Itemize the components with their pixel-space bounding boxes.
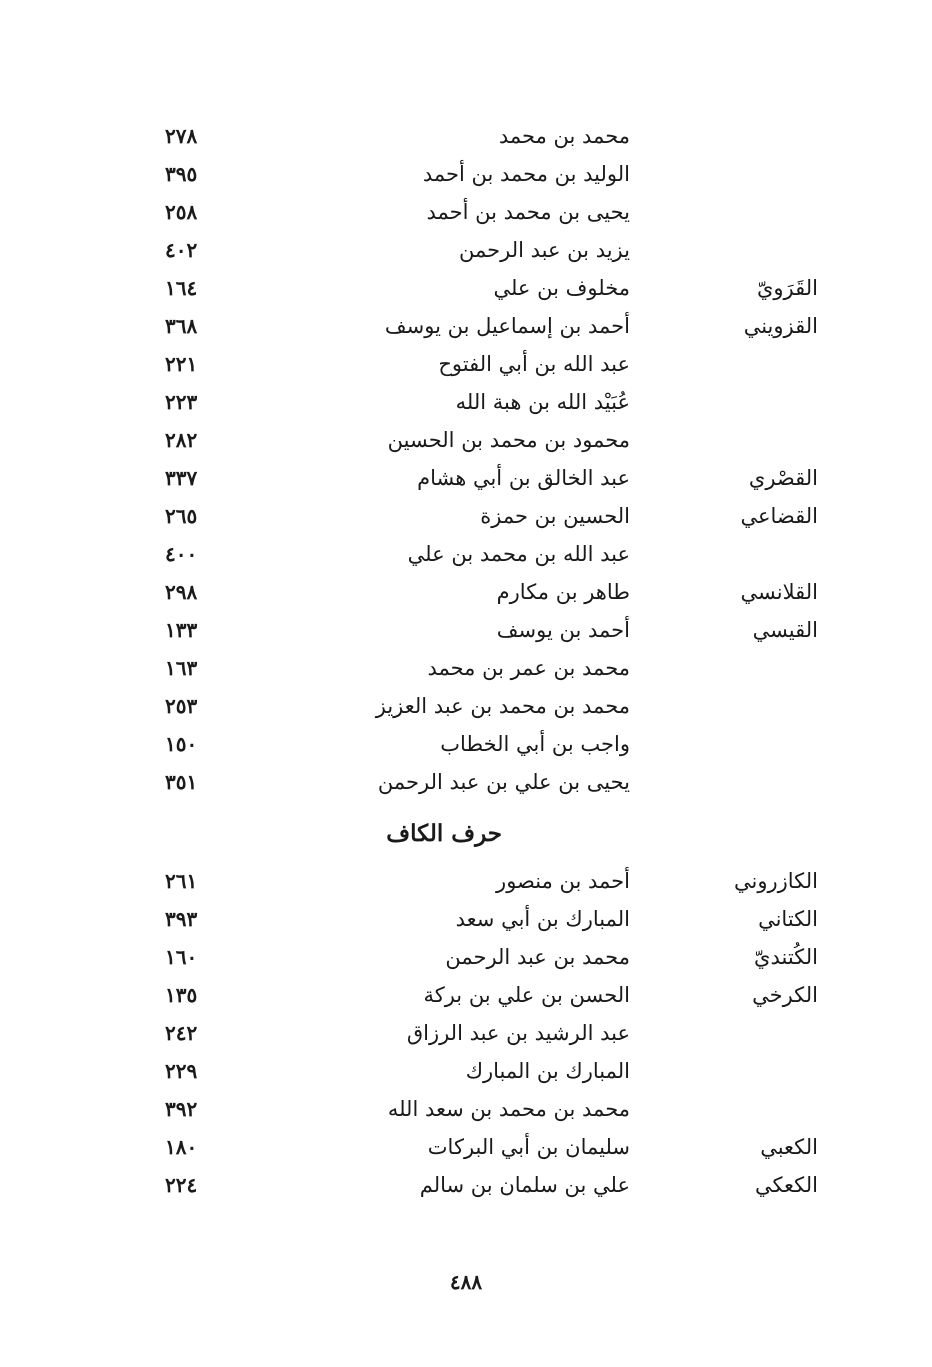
entry-name: محمد بن عمر بن محمد (427, 656, 630, 680)
entry-name: علي بن سلمان بن سالم (419, 1173, 630, 1197)
index-entry (0, 231, 932, 269)
entry-name: عبد الرشيد بن عبد الرزاق (406, 1021, 630, 1045)
entry-name: الحسين بن حمزة (480, 504, 630, 528)
entry-page-number: ٣٥١ (165, 770, 198, 794)
entry-name: الوليد بن محمد بن أحمد (422, 162, 630, 186)
entry-page-number: ١٣٥ (165, 983, 198, 1007)
index-entry (0, 459, 932, 497)
entry-page-number: ٢٦١ (165, 869, 198, 893)
index-entry (0, 1128, 932, 1166)
entry-name: المبارك بن أبي سعد (455, 907, 630, 931)
entry-page-number: ١٨٠ (165, 1135, 198, 1159)
entry-page-number: ٢٥٨ (165, 200, 198, 224)
index-entry (0, 117, 932, 155)
entry-page-number: ١٦٣ (165, 656, 198, 680)
section-title: حرف الكاف (386, 820, 502, 847)
entry-nisba: الكتاني (758, 907, 818, 931)
entry-name: عُبَيْد الله بن هبة الله (455, 390, 630, 414)
index-entry (0, 725, 932, 763)
entry-page-number: ٣٩٥ (165, 162, 198, 186)
entry-page-number: ٢٢٤ (165, 1173, 198, 1197)
entry-name: مخلوف بن علي (493, 276, 630, 300)
index-entry (0, 497, 932, 535)
entry-nisba: القضاعي (740, 504, 818, 528)
entry-page-number: ٣٩٢ (165, 1097, 198, 1121)
entry-nisba: القزويني (743, 314, 818, 338)
index-entry (0, 383, 932, 421)
entry-name: عبد الله بن أبي الفتوح (438, 352, 630, 376)
index-entry (0, 269, 932, 307)
index-entry (0, 1052, 932, 1090)
index-entry (0, 421, 932, 459)
index-entry (0, 862, 932, 900)
index-entry (0, 573, 932, 611)
entry-name: يحيى بن محمد بن أحمد (426, 200, 630, 224)
entry-page-number: ١٦٠ (165, 945, 198, 969)
entry-nisba: الكعبي (760, 1135, 818, 1159)
index-entry (0, 763, 932, 801)
entry-page-number: ٢٧٨ (165, 124, 198, 148)
entry-name: الحسن بن علي بن بركة (423, 983, 630, 1007)
index-entry (0, 1014, 932, 1052)
entry-nisba: القلانسي (740, 580, 818, 604)
index-entry (0, 900, 932, 938)
entry-name: سليمان بن أبي البركات (427, 1135, 630, 1159)
entry-name: طاهر بن مكارم (496, 580, 630, 604)
entry-name: محمد بن عبد الرحمن (445, 945, 630, 969)
entry-name: عبد الله بن محمد بن علي (407, 542, 630, 566)
entry-page-number: ٤٠٠ (165, 542, 198, 566)
entry-name: عبد الخالق بن أبي هشام (417, 466, 630, 490)
entry-nisba: الكرخي (752, 983, 818, 1007)
entry-page-number: ٢٤٢ (165, 1021, 198, 1045)
entry-page-number: ٢٩٨ (165, 580, 198, 604)
index-entry (0, 649, 932, 687)
index-entry (0, 611, 932, 649)
entry-page-number: ١٣٣ (165, 618, 198, 642)
entry-nisba: القيسي (752, 618, 818, 642)
entry-name: أحمد بن يوسف (496, 618, 630, 642)
entry-nisba: الكازروني (734, 869, 818, 893)
entry-nisba: القصْري (748, 466, 818, 490)
index-entry (0, 1166, 932, 1204)
entry-name: يزيد بن عبد الرحمن (459, 238, 630, 262)
index-entry (0, 687, 932, 725)
index-entry (0, 307, 932, 345)
entry-page-number: ٣٣٧ (165, 466, 198, 490)
entry-name: محمد بن محمد (498, 124, 630, 148)
entry-name: يحيى بن علي بن عبد الرحمن (377, 770, 630, 794)
entry-nisba: القَرَويّ (756, 276, 818, 300)
entry-page-number: ٤٠٢ (165, 238, 198, 262)
entry-page-number: ٢٢١ (165, 352, 198, 376)
entry-page-number: ٢٨٢ (165, 428, 198, 452)
index-entry (0, 345, 932, 383)
entry-page-number: ٣٦٨ (165, 314, 198, 338)
entry-page-number: ٢٥٣ (165, 694, 198, 718)
entry-name: أحمد بن منصور (496, 869, 630, 893)
index-entry (0, 976, 932, 1014)
entry-name: محمد بن محمد بن سعد الله (387, 1097, 630, 1121)
entry-page-number: ١٥٠ (165, 732, 198, 756)
entry-page-number: ٣٩٣ (165, 907, 198, 931)
index-entry (0, 535, 932, 573)
entry-page-number: ٢٢٩ (165, 1059, 198, 1083)
entry-page-number: ١٦٤ (165, 276, 198, 300)
index-entry (0, 1090, 932, 1128)
entry-nisba: الكُتنديّ (754, 945, 818, 969)
entry-name: محمد بن محمد بن عبد العزيز (375, 694, 630, 718)
entry-page-number: ٢٦٥ (165, 504, 198, 528)
index-entry (0, 193, 932, 231)
entry-name: واجب بن أبي الخطاب (440, 732, 630, 756)
entry-name: محمود بن محمد بن الحسين (387, 428, 630, 452)
page-number: ٤٨٨ (449, 1270, 483, 1294)
entry-name: أحمد بن إسماعيل بن يوسف (384, 314, 630, 338)
entry-nisba: الكعكي (754, 1173, 818, 1197)
index-entry (0, 938, 932, 976)
index-entry (0, 155, 932, 193)
entry-name: المبارك بن المبارك (465, 1059, 630, 1083)
entry-page-number: ٢٢٣ (165, 390, 198, 414)
